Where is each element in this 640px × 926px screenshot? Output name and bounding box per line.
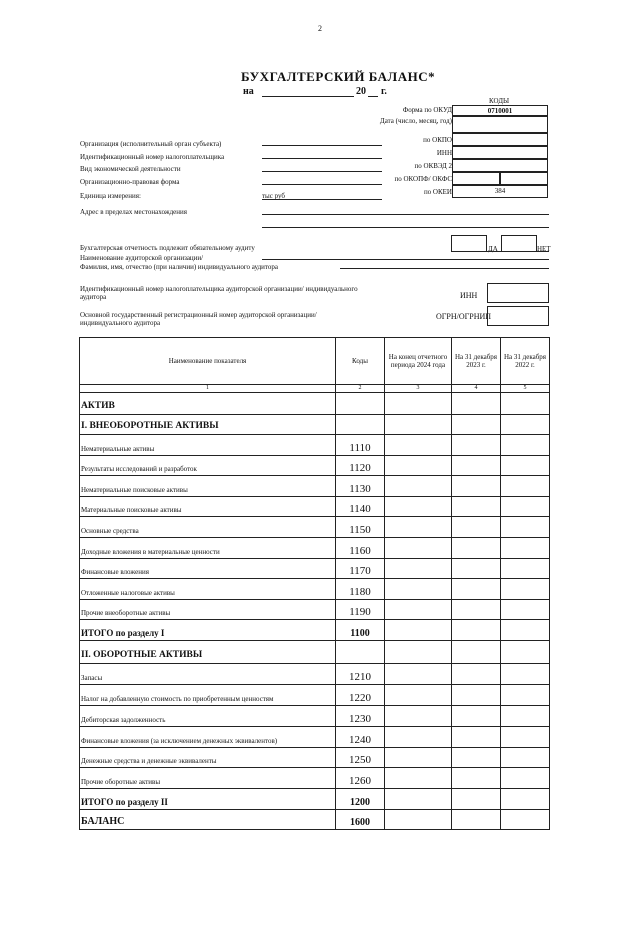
value-cell[interactable] xyxy=(452,747,501,768)
balance-table xyxy=(79,337,550,830)
value-cell[interactable] xyxy=(452,620,501,641)
value-cell[interactable] xyxy=(501,537,550,558)
value-cell[interactable] xyxy=(501,620,550,641)
value-cell[interactable] xyxy=(452,537,501,558)
tax-id-line[interactable] xyxy=(262,158,382,159)
unit-value: тыс руб xyxy=(262,192,285,200)
value-cell[interactable] xyxy=(452,726,501,747)
row-name: Прочие оборотные активы xyxy=(80,768,336,789)
address-label: Адрес в пределах местонахождения xyxy=(80,208,188,216)
row-code: 1180 xyxy=(336,579,385,600)
value-cell[interactable] xyxy=(385,599,452,620)
row-code: 1150 xyxy=(336,517,385,538)
value-cell[interactable] xyxy=(385,435,452,456)
row-code: 1230 xyxy=(336,705,385,726)
row-name: Налог на добавленную стоимость по приобретенным ценностям xyxy=(80,685,336,706)
col-number: 2 xyxy=(336,385,385,393)
value-cell[interactable] xyxy=(452,664,501,685)
table-row xyxy=(80,496,550,517)
aktiv-heading: АКТИВ xyxy=(80,393,336,415)
value-cell[interactable] xyxy=(385,476,452,497)
activity-line[interactable] xyxy=(262,171,382,172)
value-cell[interactable] xyxy=(501,726,550,747)
header-dec-2023: На 31 декабря 2023 г. xyxy=(452,338,501,385)
legal-form-line[interactable] xyxy=(262,184,382,185)
page-number: 2 xyxy=(318,24,322,33)
value-cell[interactable] xyxy=(385,810,452,830)
audit-no-label: НЕТ xyxy=(537,245,551,253)
value-cell[interactable] xyxy=(385,579,452,600)
value-cell[interactable] xyxy=(452,685,501,706)
value-cell[interactable] xyxy=(452,517,501,538)
value-cell[interactable] xyxy=(385,537,452,558)
value-cell[interactable] xyxy=(501,435,550,456)
date-line[interactable] xyxy=(262,96,354,97)
value-cell[interactable] xyxy=(385,455,452,476)
legal-form-label: Организационно-правовая форма xyxy=(80,178,180,186)
row-name: Дебиторская задолженность xyxy=(80,705,336,726)
col-number: 1 xyxy=(80,385,336,393)
balance-code: 1600 xyxy=(336,810,385,830)
value-cell[interactable] xyxy=(452,476,501,497)
date-prefix: на xyxy=(243,86,254,97)
value-cell[interactable] xyxy=(385,685,452,706)
auditor-name-label: Наименование аудиторской организации/ xyxy=(80,254,204,262)
okud-value[interactable]: 0710001 xyxy=(452,105,548,116)
inn-code-value[interactable] xyxy=(452,146,548,159)
value-cell[interactable] xyxy=(501,789,550,810)
row-name: Нематериальные активы xyxy=(80,435,336,456)
table-row xyxy=(80,664,550,685)
row-code: 1130 xyxy=(336,476,385,497)
row-code: 1240 xyxy=(336,726,385,747)
col-number: 4 xyxy=(452,385,501,393)
value-cell[interactable] xyxy=(385,496,452,517)
row-name: Финансовые вложения xyxy=(80,558,336,579)
okpo-label: по ОКПО xyxy=(423,136,452,144)
okved-label: по ОКВЭД 2 xyxy=(414,162,452,170)
row-code: 1250 xyxy=(336,747,385,768)
value-cell[interactable] xyxy=(501,664,550,685)
audit-subject-label: Бухгалтерская отчетность подлежит обязательному аудиту xyxy=(80,244,255,252)
table-row xyxy=(80,517,550,538)
table-row xyxy=(80,537,550,558)
inn-code-label: ИНН xyxy=(436,149,452,157)
okved-value[interactable] xyxy=(452,159,548,172)
row-name: Основные средства xyxy=(80,517,336,538)
unit-label: Единица измерения: xyxy=(80,192,141,200)
unit-line xyxy=(262,199,382,200)
row-code: 1190 xyxy=(336,599,385,620)
table-row xyxy=(80,747,550,768)
section1-title: I. ВНЕОБОРОТНЫЕ АКТИВЫ xyxy=(80,415,336,435)
value-cell[interactable] xyxy=(501,747,550,768)
value-cell[interactable] xyxy=(452,810,501,830)
header-indicator: Наименование показателя xyxy=(80,338,336,385)
table-row xyxy=(80,726,550,747)
auditor-fio-line[interactable] xyxy=(340,268,549,269)
value-cell[interactable] xyxy=(452,558,501,579)
row-code: 1220 xyxy=(336,685,385,706)
value-cell[interactable] xyxy=(501,768,550,789)
value-cell[interactable] xyxy=(452,455,501,476)
tax-id-label: Идентификационный номер налогоплательщика xyxy=(80,153,225,161)
table-row xyxy=(80,579,550,600)
value-cell[interactable] xyxy=(385,768,452,789)
value-cell[interactable] xyxy=(501,496,550,517)
balance-name: БАЛАНС xyxy=(80,810,336,830)
table-row xyxy=(80,705,550,726)
date-code-label: Дата (число, месяц, год) xyxy=(379,117,452,125)
row-code: 1170 xyxy=(336,558,385,579)
row-name: Денежные средства и денежные эквиваленты xyxy=(80,747,336,768)
okopf-label: по ОКОПФ/ ОКФС xyxy=(394,175,452,183)
value-cell[interactable] xyxy=(452,496,501,517)
value-cell[interactable] xyxy=(452,789,501,810)
row-code: 1210 xyxy=(336,664,385,685)
value-cell[interactable] xyxy=(385,620,452,641)
row-code: 1260 xyxy=(336,768,385,789)
value-cell[interactable] xyxy=(385,558,452,579)
row-name: Результаты исследований и разработок xyxy=(80,455,336,476)
activity-label: Вид экономической деятельности xyxy=(80,165,181,173)
table-row xyxy=(80,768,550,789)
year-line[interactable] xyxy=(368,96,378,97)
audit-yes-box[interactable] xyxy=(451,235,487,252)
okfs-value[interactable] xyxy=(500,172,548,185)
total2-code: 1200 xyxy=(336,789,385,810)
table-row xyxy=(80,558,550,579)
org-line[interactable] xyxy=(262,145,382,146)
value-cell[interactable] xyxy=(501,599,550,620)
value-cell[interactable] xyxy=(385,705,452,726)
value-cell[interactable] xyxy=(501,579,550,600)
row-name: Нематериальные поисковые активы xyxy=(80,476,336,497)
auditor-ogrn-label: Основной государственный регистрационный номер аудиторской организации/ индивидуального аудитора xyxy=(80,311,317,327)
date-year-suffix: г. xyxy=(381,86,387,97)
address-line-1[interactable] xyxy=(262,214,549,215)
value-cell[interactable] xyxy=(452,705,501,726)
value-cell[interactable] xyxy=(385,747,452,768)
row-name: Запасы xyxy=(80,664,336,685)
table-row xyxy=(80,435,550,456)
row-code: 1140 xyxy=(336,496,385,517)
okpo-value[interactable] xyxy=(452,133,548,146)
audit-no-box[interactable] xyxy=(501,235,537,252)
table-row xyxy=(80,685,550,706)
row-name: Отложенные налоговые активы xyxy=(80,579,336,600)
row-name: Материальные поисковые активы xyxy=(80,496,336,517)
codes-header: КОДЫ xyxy=(489,97,510,105)
date-year: 20 xyxy=(356,86,366,97)
auditor-inn-label: Идентификационный номер налогоплательщика аудиторской организации/ индивидуального аудитора xyxy=(80,285,358,301)
org-label: Организация (исполнительный орган субъекта) xyxy=(80,140,222,148)
row-code: 1120 xyxy=(336,455,385,476)
row-code: 1160 xyxy=(336,537,385,558)
value-cell[interactable] xyxy=(501,455,550,476)
value-cell[interactable] xyxy=(501,705,550,726)
section2-title: II. ОБОРОТНЫЕ АКТИВЫ xyxy=(80,641,336,664)
header-period-2024: На конец отчетного периода 2024 года xyxy=(385,338,452,385)
value-cell[interactable] xyxy=(501,558,550,579)
value-cell[interactable] xyxy=(385,726,452,747)
row-name: Прочие внеоборотные активы xyxy=(80,599,336,620)
okopf-value[interactable] xyxy=(452,172,500,185)
okei-label: по ОКЕИ xyxy=(423,188,452,196)
value-cell[interactable] xyxy=(385,664,452,685)
auditor-inn-caption: ИНН xyxy=(460,291,478,300)
row-name: Доходные вложения в материальные ценности xyxy=(80,537,336,558)
audit-no-underline xyxy=(537,251,549,252)
value-cell[interactable] xyxy=(385,789,452,810)
row-name: Финансовые вложения (за исключением денежных эквивалентов) xyxy=(80,726,336,747)
auditor-inn-box[interactable] xyxy=(487,283,549,303)
total1-code: 1100 xyxy=(336,620,385,641)
page-title: БУХГАЛТЕРСКИЙ БАЛАНС* xyxy=(241,69,436,84)
total2-name: ИТОГО по разделу II xyxy=(80,789,336,810)
value-cell[interactable] xyxy=(501,685,550,706)
auditor-fio-label: Фамилия, имя, отчество (при наличии) индивидуального аудитора xyxy=(80,263,278,271)
value-cell[interactable] xyxy=(452,435,501,456)
col-number: 5 xyxy=(501,385,550,393)
header-codes: Коды xyxy=(336,338,385,385)
value-cell[interactable] xyxy=(385,517,452,538)
row-code: 1110 xyxy=(336,435,385,456)
value-cell[interactable] xyxy=(452,768,501,789)
auditor-ogrn-caption: ОГРН/ОГРНИП xyxy=(436,312,492,321)
audit-yes-label: ДА xyxy=(488,245,498,253)
header-dec-2022: На 31 декабря 2022 г. xyxy=(501,338,550,385)
col-number: 3 xyxy=(385,385,452,393)
auditor-ogrn-box[interactable] xyxy=(487,306,549,326)
table-row xyxy=(80,476,550,497)
date-code-value[interactable] xyxy=(452,116,548,133)
audit-yes-underline xyxy=(487,251,501,252)
address-line-2[interactable] xyxy=(262,227,549,228)
value-cell[interactable] xyxy=(452,579,501,600)
value-cell[interactable] xyxy=(501,810,550,830)
okei-value[interactable]: 384 xyxy=(452,185,548,198)
value-cell[interactable] xyxy=(452,599,501,620)
table-row xyxy=(80,599,550,620)
total1-name: ИТОГО по разделу I xyxy=(80,620,336,641)
table-row xyxy=(80,455,550,476)
value-cell[interactable] xyxy=(501,517,550,538)
value-cell[interactable] xyxy=(501,476,550,497)
okud-label: Форма по ОКУД xyxy=(402,106,452,114)
auditor-name-line[interactable] xyxy=(262,259,549,260)
